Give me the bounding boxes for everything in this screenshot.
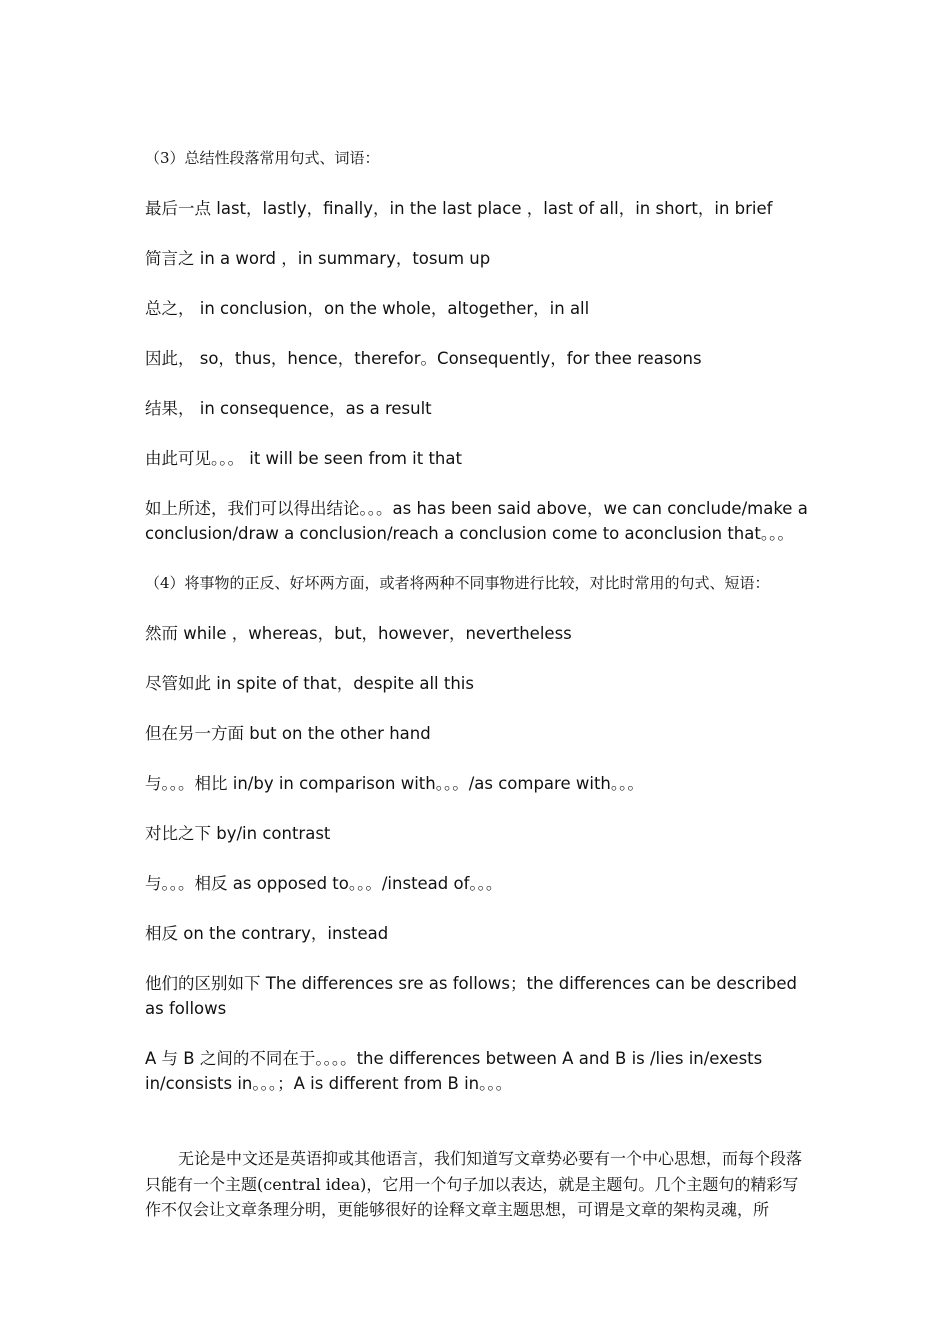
document-content [145, 146, 808, 1223]
phrase-line: 与。。。相比 in/by in comparison with。。。/as compare with。。。 [145, 774, 644, 793]
closing-paragraph: 无论是中文还是英语抑或其他语言，我们知道写文章势必要有一个中心思想，而每个段落只能有一个主题(central idea)，它用一个句子加以表达，就是主题句。几个主题句的精彩写作不仅会让文章条理分明，更能够很好的诠释文章主题思想，可谓是文章的架构灵魂，所 [145, 1149, 803, 1219]
phrase-line: 结果， in consequence，as a result [145, 399, 432, 418]
section-4-heading: （4）将事物的正反、好坏两方面，或者将两种不同事物进行比较，对比时常用的句式、短语： [145, 574, 770, 592]
phrase-line: 对比之下 by/in contrast [145, 824, 331, 843]
phrase-line: 他们的区别如下 The differences sre as follows；the differences can be described as follows [145, 974, 797, 1018]
phrase-line: 如上所述，我们可以得出结论。。。as has been said above，we can conclude/make a conclusion/draw a conclusion/reach a conclusion come to aconclusion that。。。 [145, 499, 808, 543]
section-3-heading: （3）总结性段落常用句式、词语： [145, 149, 380, 167]
phrase-line: 但在另一方面 but on the other hand [145, 724, 431, 743]
phrase-line: 尽管如此 in spite of that，despite all this [145, 674, 474, 693]
phrase-line: 与。。。相反 as opposed to。。。/instead of。。。 [145, 874, 503, 893]
phrase-line: 然而 while ，whereas，but，however，nevertheless [145, 624, 572, 643]
phrase-line: 因此， so，thus，hence，therefor。Consequently，for thee reasons [145, 349, 702, 368]
phrase-line: 总之， in conclusion，on the whole，altogether，in all [145, 299, 590, 318]
phrase-line: 由此可见。。。 it will be seen from it that [145, 449, 462, 468]
phrase-line: 最后一点 last，lastly，finally，in the last place ，last of all，in short，in brief [145, 199, 773, 218]
phrase-line: 简言之 in a word ，in summary，tosum up [145, 249, 491, 268]
phrase-line: A 与 B 之间的不同在于。。。。the differences between A and B is /lies in/exests in/consists in。。。；A is different from B in。。。 [145, 1049, 763, 1093]
paragraph-spacer [145, 1121, 808, 1146]
phrase-line: 相反 on the contrary，instead [145, 924, 389, 943]
